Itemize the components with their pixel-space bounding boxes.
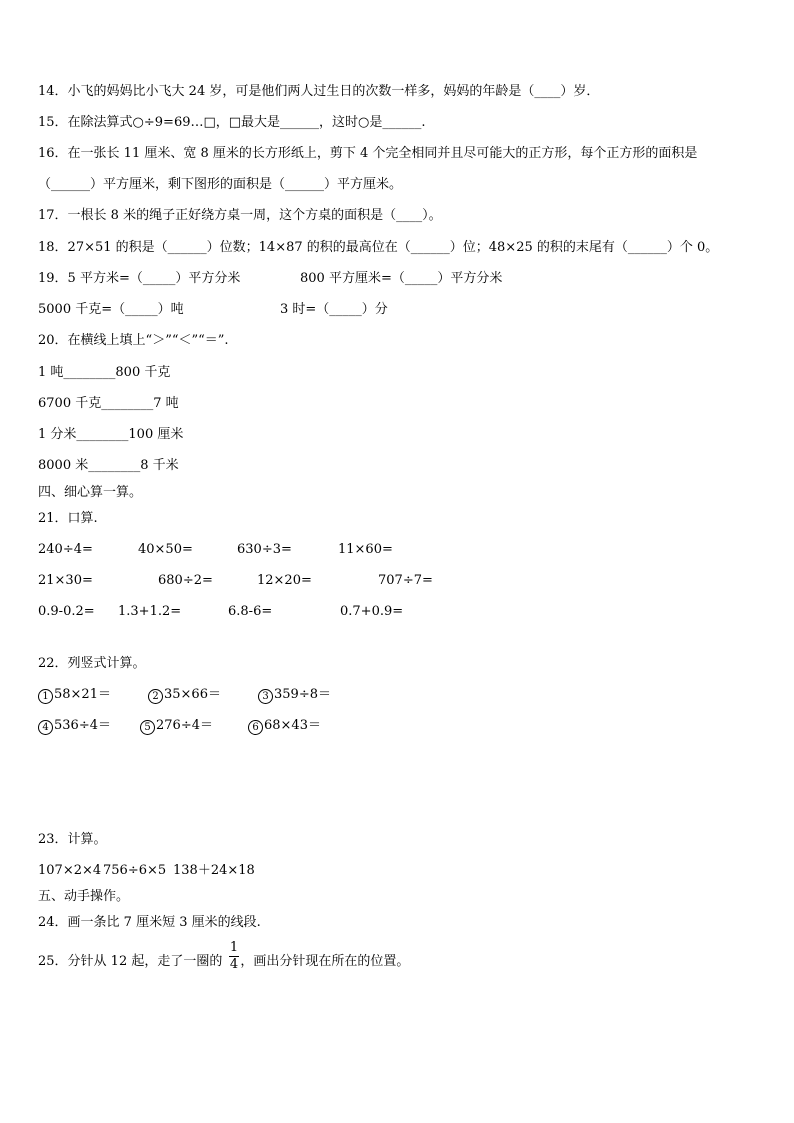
question-25-after: ，画出分针现在所在的位置。 [240,954,410,969]
question-23-title: 23．计算。 [38,832,107,847]
mental-math-item: 12×20= [257,573,312,588]
question-20-item: 1 吨________800 千克 [38,365,171,380]
vertical-calc-item [258,687,331,704]
mental-math-item: 707÷7= [378,573,433,588]
question-19-r2c1: 5000 千克=（_____）吨 [38,302,184,317]
mental-math-item: 40×50= [138,542,193,557]
circled-number: 5 [140,720,155,735]
vertical-calc-expr: 359÷8＝ [274,687,331,702]
question-15: 15．在除法算式○÷9=69…□，□最大是______，这时○是______. [38,115,426,130]
section-4-heading: 四、细心算一算。 [38,485,143,500]
question-20-item: 1 分米________100 厘米 [38,427,184,442]
question-18: 18．27×51 的积是（______）位数；14×87 的积的最高位在（______）位；48×25 的积的末尾有（______）个 0。 [38,240,719,255]
question-24: 24．画一条比 7 厘米短 3 厘米的线段. [38,915,261,930]
vertical-calc-item [148,687,221,704]
circled-number: 6 [248,720,263,735]
vertical-calc-item [140,718,213,735]
question-17: 17．一根长 8 米的绳子正好绕方桌一周，这个方桌的面积是（____）。 [38,208,442,223]
vertical-calc-expr: 276÷4＝ [156,718,213,733]
vertical-calc-item [38,718,111,735]
calc-expr: 107×2×4 [38,863,102,878]
calc-expr: 756÷6×5 [103,863,167,878]
question-22-title: 22．列竖式计算。 [38,656,146,671]
question-25-before: 25．分针从 12 起，走了一圈的 [38,954,223,969]
vertical-calc-expr: 58×21＝ [54,687,111,702]
mental-math-item: 0.7+0.9= [340,604,404,619]
mental-math-item: 21×30= [38,573,93,588]
vertical-calc-expr: 35×66＝ [164,687,221,702]
question-25 [38,954,409,970]
mental-math-item: 1.3+1.2= [118,604,182,619]
mental-math-item: 240÷4= [38,542,93,557]
question-20-item: 6700 千克________7 吨 [38,396,179,411]
fraction-numerator: 1 [229,940,239,955]
mental-math-item: 680÷2= [158,573,213,588]
circled-number: 3 [258,689,273,704]
question-20-title: 20．在横线上填上“＞”“＜”“＝”. [38,333,229,348]
circled-number: 2 [148,689,163,704]
question-19-r2c2: 3 时=（_____）分 [280,302,388,317]
section-5-heading: 五、动手操作。 [38,889,130,904]
mental-math-item: 0.9-0.2= [38,604,95,619]
fraction-denominator: 4 [229,957,239,972]
circled-number: 1 [38,689,53,704]
mental-math-item: 11×60= [338,542,393,557]
question-19-r1c2: 800 平方厘米=（_____）平方分米 [300,271,503,286]
mental-math-item: 630÷3= [237,542,292,557]
question-14: 14．小飞的妈妈比小飞大 24 岁，可是他们两人过生日的次数一样多，妈妈的年龄是（____）岁． [38,84,600,99]
question-19-r1c1: 19．5 平方米=（_____）平方分米 [38,271,241,286]
vertical-calc-expr: 68×43＝ [264,718,321,733]
vertical-calc-item [248,718,321,735]
mental-math-item: 6.8-6= [228,604,273,619]
question-20-item: 8000 米________8 千米 [38,458,179,473]
question-21-title: 21．口算. [38,511,98,526]
vertical-calc-item [38,687,111,704]
vertical-calc-expr: 536÷4＝ [54,718,111,733]
fraction-one-quarter [229,941,239,972]
calc-expr: 138＋24×18 [173,863,255,878]
question-16-line1: 16．在一张长 11 厘米、宽 8 厘米的长方形纸上，剪下 4 个完全相同并且尽可能大的正方形，每个正方形的面积是 [38,146,698,161]
question-16-line2: （______）平方厘米，剩下图形的面积是（______）平方厘米。 [38,177,403,192]
circled-number: 4 [38,720,53,735]
